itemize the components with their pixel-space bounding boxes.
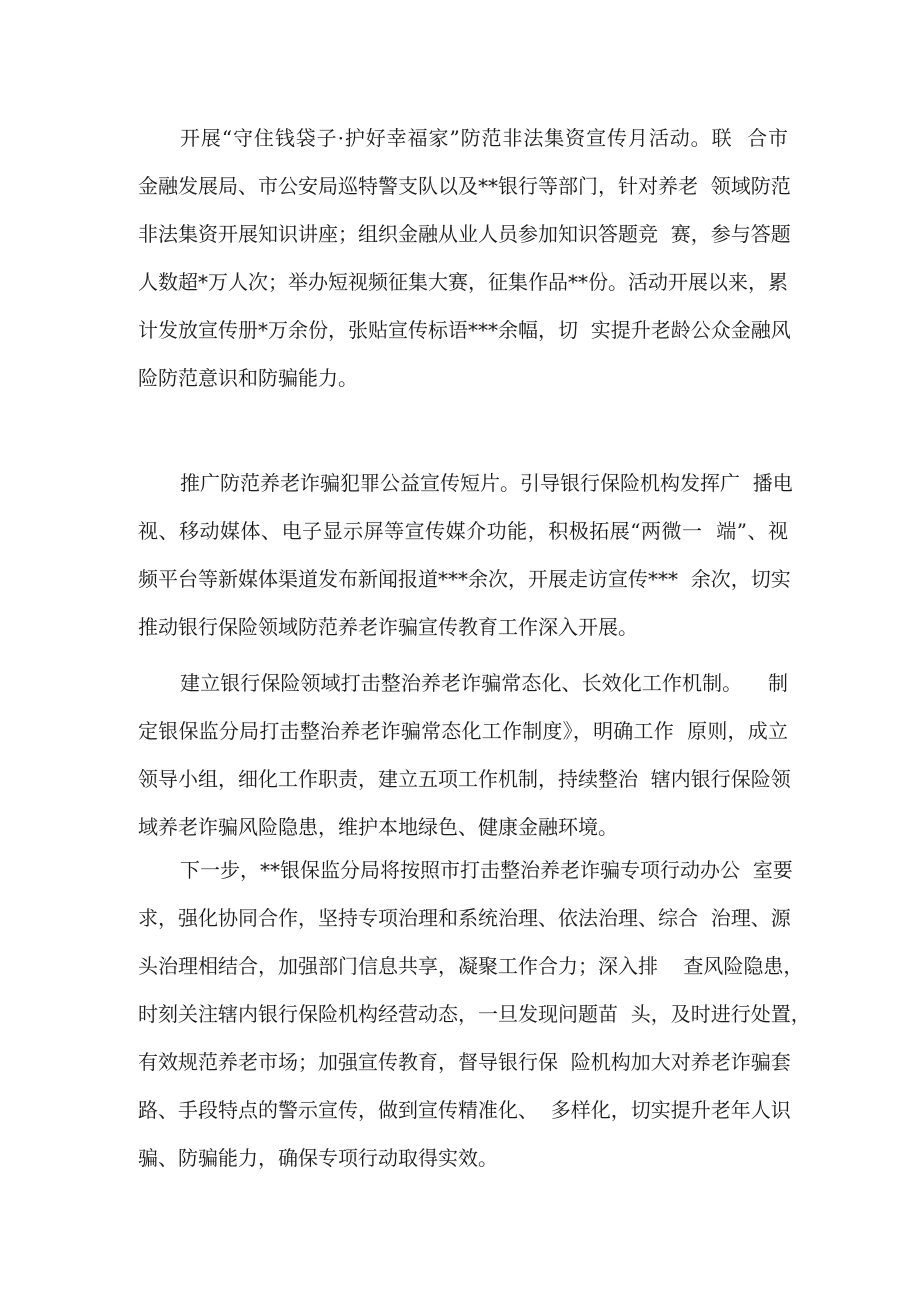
text-line: 非法集资开展知识讲座；组织金融从业人员参加知识答题竞 赛，参与答题	[138, 222, 791, 246]
text-line: 险防范意识和防骗能力。	[138, 366, 358, 390]
text-line: 金融发展局、市公安局巡特警支队以及**银行等部门，针对养老 领域防范	[138, 174, 791, 198]
text-line: 有效规范养老市场；加强宣传教育，督导银行保 险机构加大对养老诈骗套	[138, 1050, 791, 1074]
text-line: 下一步，**银保监分局将按照市打击整治养老诈骗专项行动办公 室要	[180, 858, 793, 882]
text-line: 开展“守住钱袋子·护好幸福家”防范非法集资宣传月活动。联 合市	[180, 126, 788, 150]
paragraph-mechanism	[138, 659, 791, 851]
text-line: 视、移动媒体、电子显示屏等宣传媒介功能，积极拓展“两微一 端”、视	[138, 519, 788, 543]
text-line: 域养老诈骗风险隐患，维护本地绿色、健康金融环境。	[138, 815, 618, 839]
paragraph-campaign-month	[138, 114, 791, 402]
text-line: 推广防范养老诈骗犯罪公益宣传短片。引导银行保险机构发挥广 播电	[180, 471, 793, 495]
paragraph-public-video	[138, 459, 793, 651]
text-line: 路、手段特点的警示宣传，做到宣传精准化、 多样化，切实提升老年人识	[138, 1098, 791, 1122]
text-line: 人数超*万人次；举办短视频征集大赛，征集作品**份。活动开展以来，累	[138, 270, 788, 294]
text-line: 定银保监分局打击整治养老诈骗常态化工作制度》，明确工作 原则，成立	[138, 719, 788, 743]
text-line: 头治理相结合，加强部门信息共享，凝聚工作合力；深入排 查风险隐患，	[138, 954, 804, 978]
text-line: 频平台等新媒体渠道发布新闻报道***余次，开展走访宣传*** 余次，切实	[138, 567, 791, 591]
text-line: 时刻关注辖内银行保险机构经营动态，一旦发现问题苗 头，及时进行处置，	[138, 1002, 811, 1026]
text-line: 建立银行保险领域打击整治养老诈骗常态化、长效化工作机制。 制	[180, 671, 788, 695]
text-line: 骗、防骗能力，确保专项行动取得实效。	[138, 1146, 498, 1170]
text-line: 计发放宣传册*万余份，张贴宣传标语***余幅，切 实提升老龄公众金融风	[138, 318, 791, 342]
paragraph-next-steps	[138, 846, 811, 1182]
text-line: 领导小组，细化工作职责，建立五项工作机制，持续整治 辖内银行保险领	[138, 767, 791, 791]
text-line: 推动银行保险领域防范养老诈骗宣传教育工作深入开展。	[138, 615, 638, 639]
text-line: 求，强化协同合作，坚持专项治理和系统治理、依法治理、综合 治理、源	[138, 906, 791, 930]
